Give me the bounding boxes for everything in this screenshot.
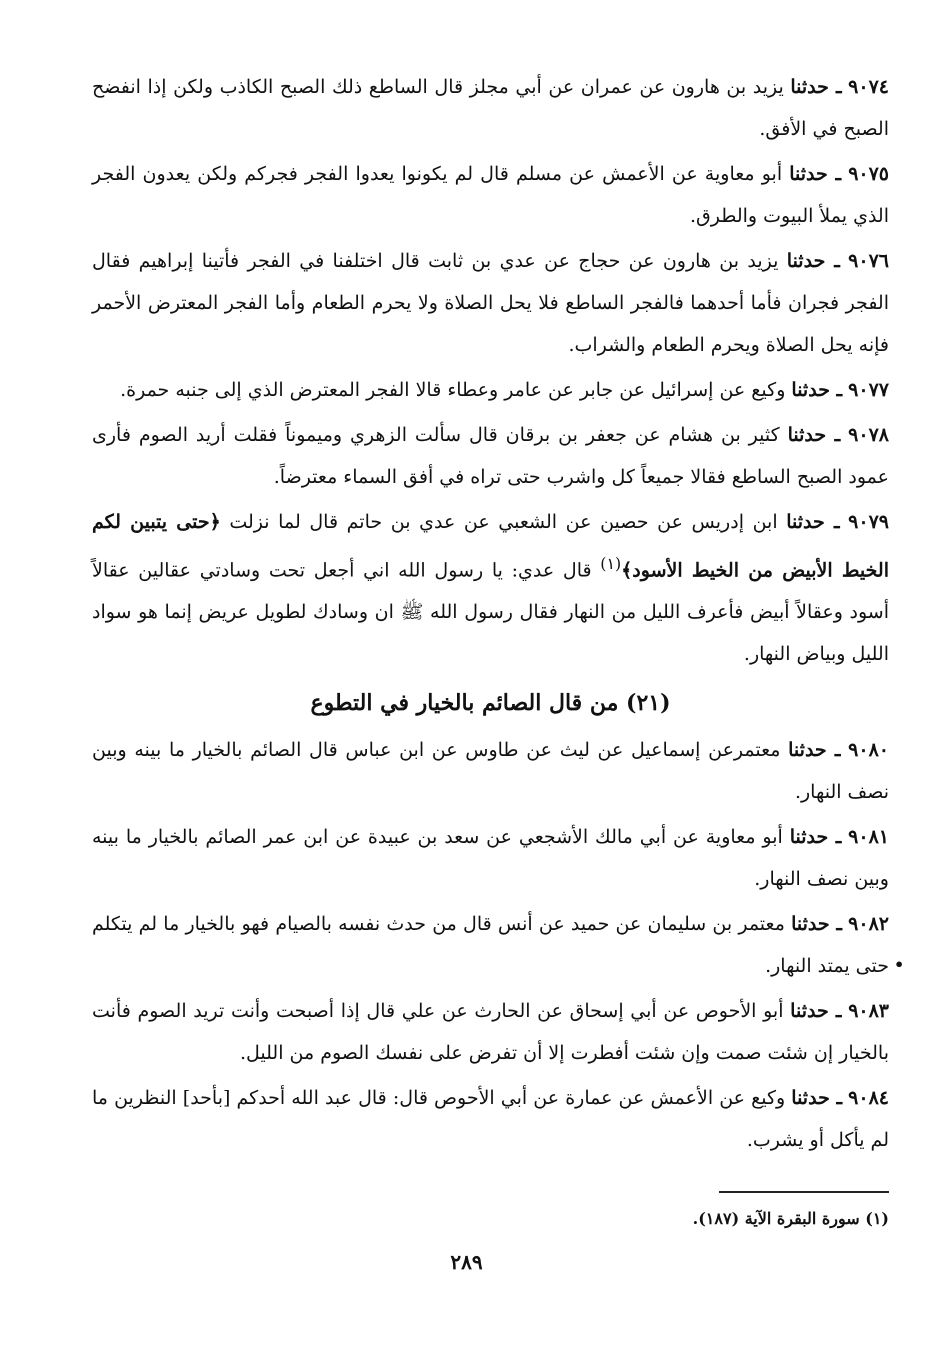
hadith-9075: ٩٠٧٥ ـ حدثنا أبو معاوية عن الأعمش عن مسلم قال لم يكونوا يعدوا الفجر فجركم ولكن يعدون الفجر الذي يملأ البيوت والطرق. [92,163,890,227]
chapter-title: (٢١) من قال الصائم بالخيار في التطوع [310,690,671,717]
footnote: (١) سورة البقرة الآية (١٨٧). [692,1209,889,1229]
hadith-9079: ٩٠٧٩ ـ حدثنا ابن إدريس عن حصين عن الشعبي عن عدي بن حاتم قال لما نزلت ﴿حتى يتبين لكم الخيط الأبيض من الخيط الأسود﴾$^{(١)}$ قال عدي: يا رسول الله اني أجعل تحت وسادتي عقالين عقالاً أسود وعقالاً أبيض فأعرف الليل من النهار فقال رسول الله ﷺ ان وسادك لطويل عريض إنما هو سواد الليل وبياض النهار. [92,511,889,666]
hadith-9081: ٩٠٨١ ـ حدثنا أبو معاوية عن أبي مالك الأشجعي عن سعد بن عبيدة عن ابن عمر الصائم بالخيار ما بينه وبين نصف النهار. [92,826,889,891]
hadith-9076: ٩٠٧٦ ـ حدثنا يزيد بن هارون عن حجاج عن عدي بن ثابت قال اختلفنا في الفجر فأتينا إبراهيم فقال الفجر فجران فأما أحدهما فالفجر الساطع فلا يحل الصلاة ولا يحرم الطعام وأما الفجر المعترض الأحمر فإنه يحل الصلاة ويحرم الطعام والشراب. [92,250,889,356]
hadith-9077: ٩٠٧٧ ـ حدثنا وكيع عن إسرائيل عن جابر عن عامر وعطاء قالا الفجر المعترض الذي إلى جنبه حمرة. [120,379,889,401]
page-number: ٢٨٩ [450,1250,483,1274]
hadith-9080: ٩٠٨٠ ـ حدثنا معتمرعن إسماعيل عن ليث عن طاوس عن ابن عباس قال الصائم بالخيار ما بينه وبين نصف النهار. [92,739,889,804]
hadith-9074: ٩٠٧٤ ـ حدثنا يزيد بن هارون عن عمران عن أبي مجلز قال الساطع ذلك الصبح الكاذب ولكن إذا انفضح الصبح في الأفق. [92,76,889,140]
margin-mark: • [894,955,905,974]
hadith-9078: ٩٠٧٨ ـ حدثنا كثير بن هشام عن جعفر بن برقان قال سألت الزهري وميموناً فقلت أريد الصوم فأرى عمود الصبح الساطع فقالا جميعاً كل واشرب حتى تراه في أفق السماء معترضاً. [92,424,889,488]
hadith-9084: ٩٠٨٤ ـ حدثنا وكيع عن الأعمش عن عمارة عن أبي الأحوص قال: قال عبد الله أحدكم [بأحد] النظرين ما لم يأكل أو يشرب. [92,1087,889,1152]
quran-quote: ﴿حتى يتبين لكم الخيط الأبيض من الخيط الأسود﴾ [92,511,889,582]
footnote-divider [719,1191,889,1193]
hadith-9082: ٩٠٨٢ ـ حدثنا معتمر بن سليمان عن حميد عن أنس قال من حدث نفسه بالصيام فهو بالخيار ما لم يتكلم حتى يمتد النهار. [92,913,889,978]
hadith-9083: ٩٠٨٣ ـ حدثنا أبو الأحوص عن أبي إسحاق عن الحارث عن علي قال إذا أصبحت وأنت تريد الصوم فأنت بالخيار إن شئت صمت وإن شئت أفطرت إلا أن تفرض على نفسك الصوم من الليل. [92,1000,890,1065]
footnote-ref: (١) [600,554,622,573]
